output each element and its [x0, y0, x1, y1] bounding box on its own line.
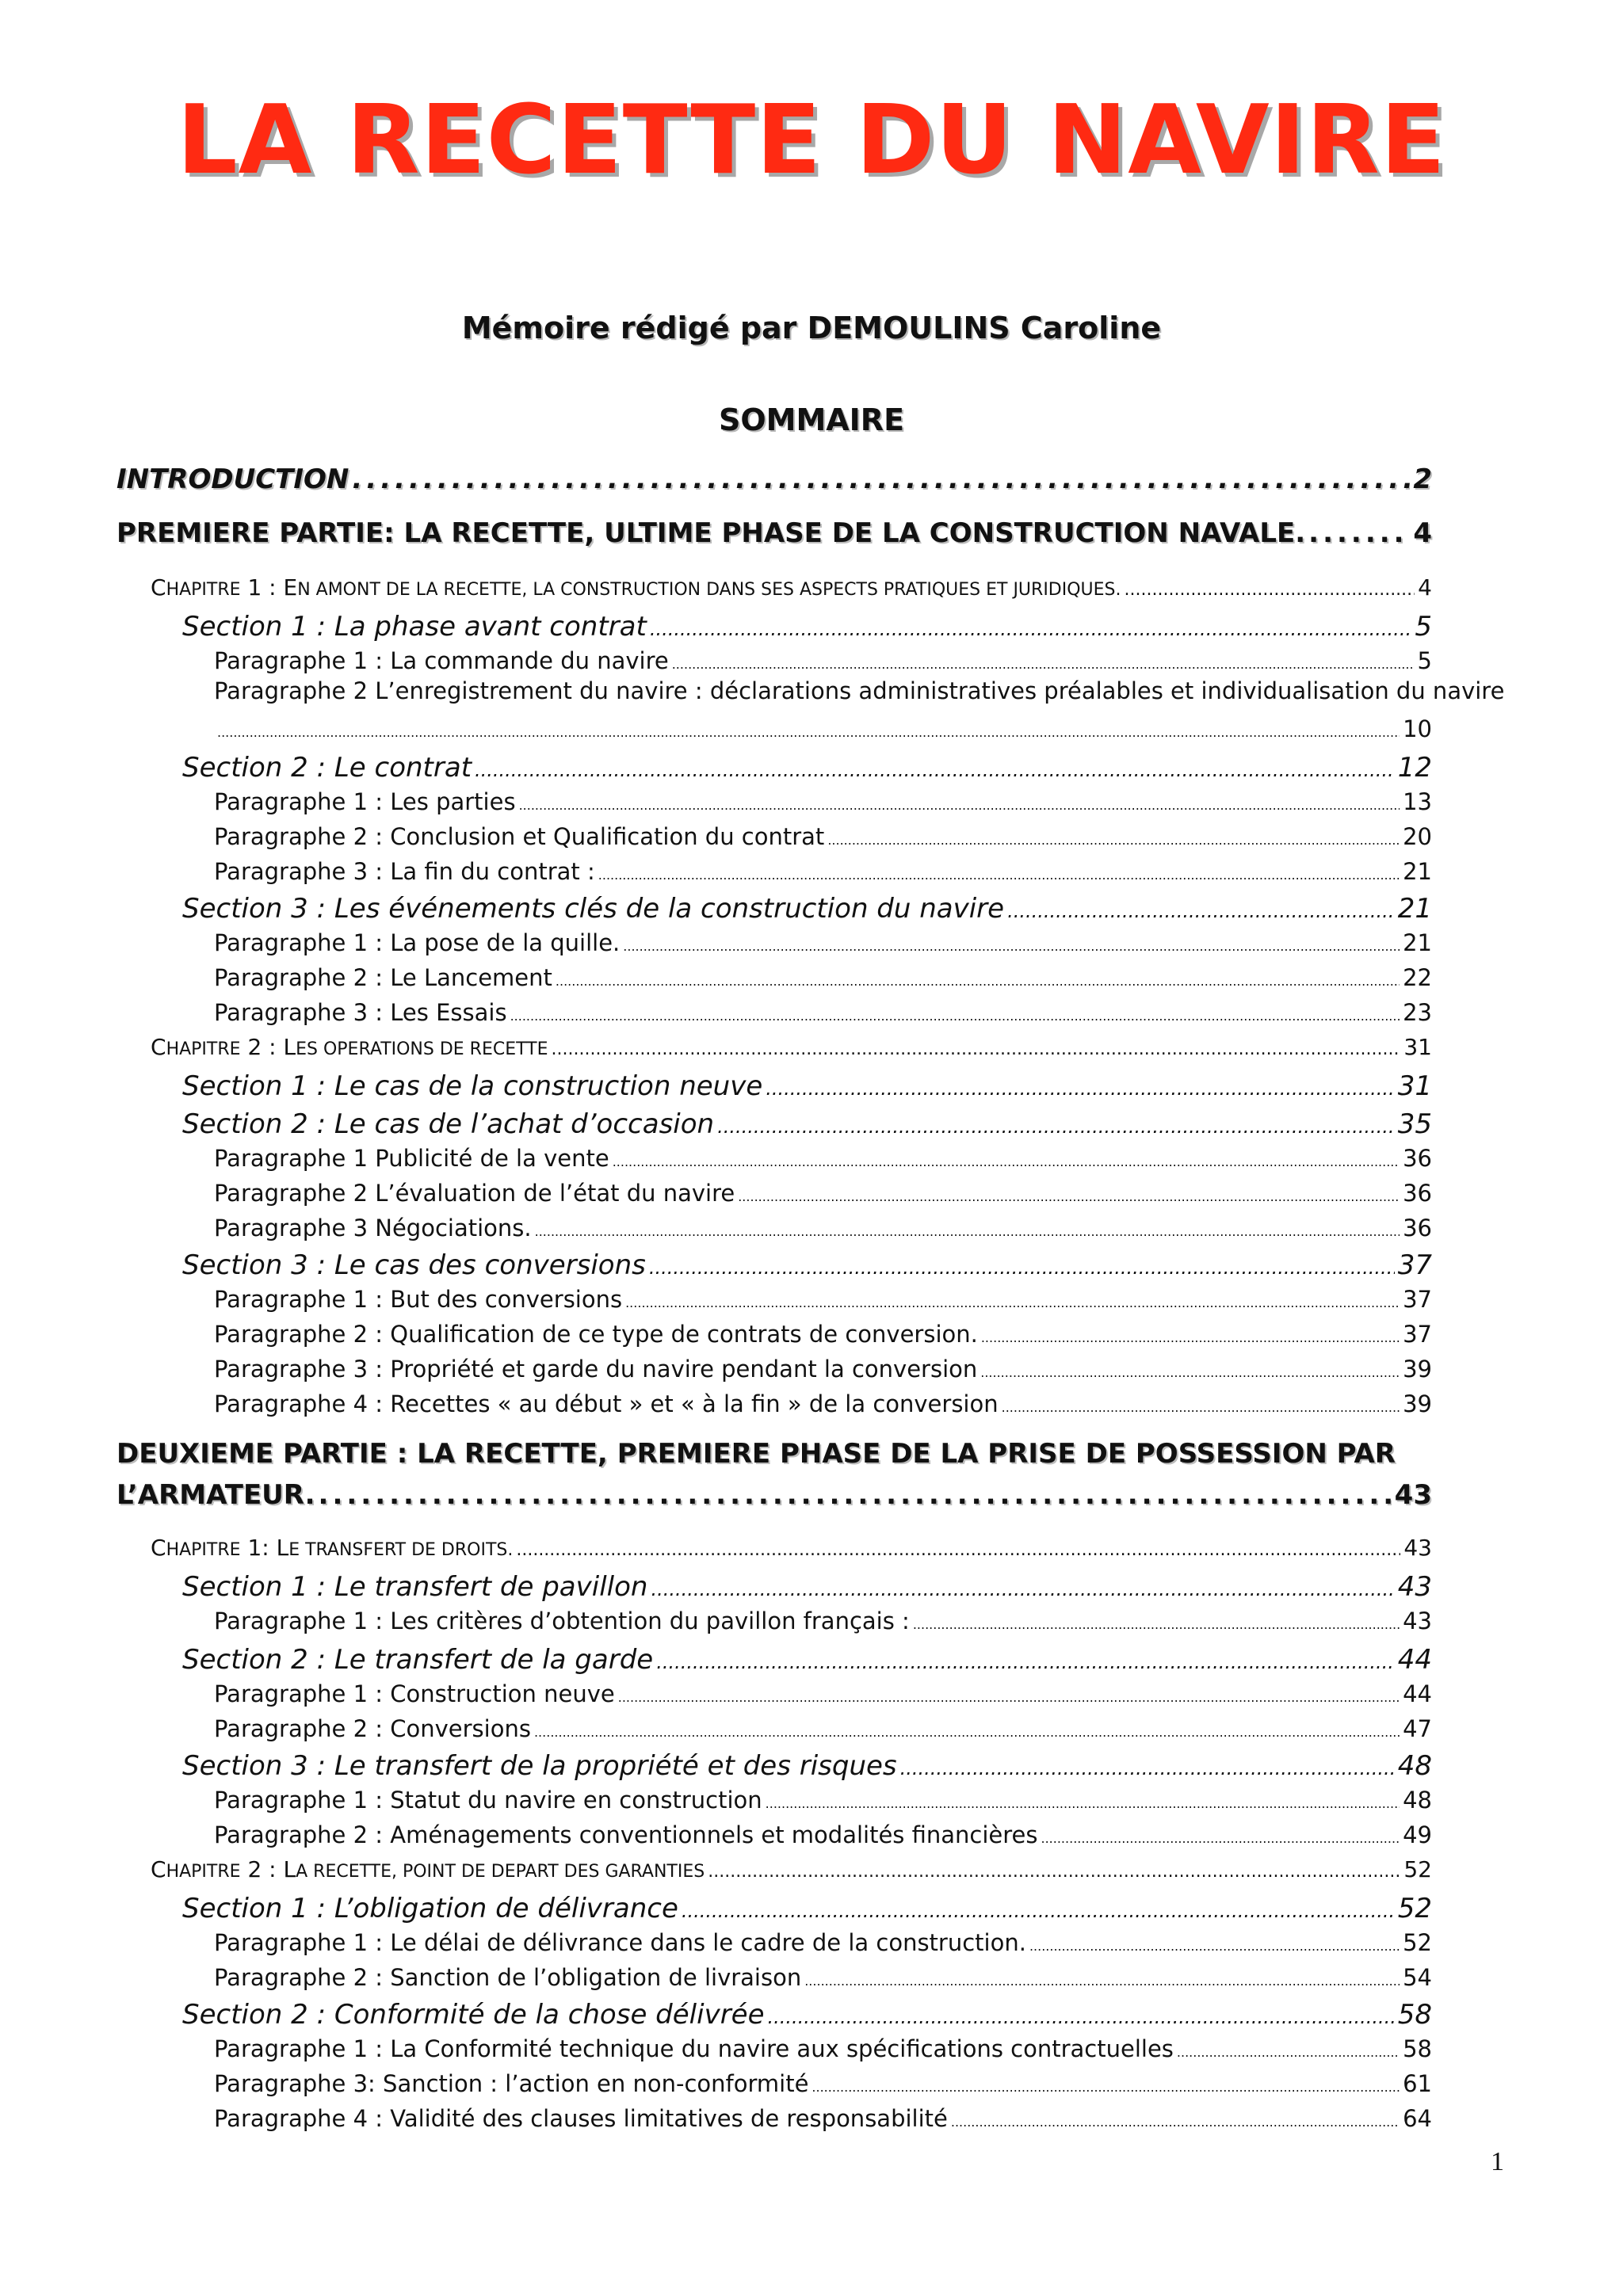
leader-dots	[623, 940, 1400, 953]
toc-entry-label: Paragraphe 3 : La fin du contrat :	[214, 858, 595, 885]
summary-heading: SOMMAIRE	[718, 402, 905, 437]
leader-dots	[981, 1332, 1400, 1344]
toc-page-number: 22	[1403, 964, 1432, 991]
toc-entry-label: Section 3 : Le cas des conversions	[182, 1249, 646, 1281]
toc-entry-paragraph[interactable]	[214, 647, 1432, 674]
toc-entry-paragraph[interactable]	[214, 1966, 1432, 1989]
leader-dots	[552, 1041, 1401, 1058]
toc-entry-label: Paragraphe 1 : But des conversions	[214, 1286, 623, 1313]
toc-entry-paragraph[interactable]	[214, 1323, 1432, 1346]
toc-page-number: 21	[1403, 929, 1432, 956]
toc-entry-introduction[interactable]	[116, 463, 1432, 495]
toc-entry-paragraph[interactable]	[214, 1715, 1432, 1742]
leader-dots	[951, 2116, 1400, 2129]
toc-page-number: 36	[1403, 1145, 1432, 1172]
page-number: 1	[1491, 2147, 1504, 2176]
toc-entry-label: Paragraphe 2 : Sanction de l’obligation de livraison	[214, 1964, 802, 1991]
toc-page-number: 52	[1403, 1929, 1432, 1956]
toc-page-number: 47	[1403, 1715, 1432, 1742]
toc-entry-paragraph[interactable]	[214, 860, 1432, 883]
toc-entry-label: CHAPITRE 2 : LES OPERATIONS DE RECETTE	[151, 1034, 548, 1060]
leader-dots	[217, 727, 1400, 739]
toc-entry-part-1[interactable]	[116, 517, 1432, 549]
toc-entry-paragraph[interactable]	[214, 1217, 1432, 1240]
toc-page-number: 4	[1418, 574, 1432, 601]
toc-entry-label: Paragraphe 2 : Conclusion et Qualification du contrat	[214, 823, 825, 850]
leader-dots	[1308, 520, 1410, 547]
toc-entry-label: Paragraphe 2 : Aménagements conventionnels et modalités financières	[214, 1821, 1038, 1848]
toc-entry-label: Paragraphe 2 : Conversions	[214, 1715, 531, 1742]
toc-entry-label: Paragraphe 3 Négociations.	[214, 1215, 532, 1241]
toc-entry-paragraph[interactable]	[214, 1182, 1432, 1205]
toc-entry-part-2-line-1[interactable]: DEUXIEME PARTIE : LA RECETTE, PREMIERE PHASE DE LA PRISE DE POSSESSION PAR	[116, 1438, 1396, 1470]
toc-entry-chapter[interactable]	[151, 1036, 1432, 1058]
toc-entry-label: Section 1 : L’obligation de délivrance	[182, 1893, 678, 1924]
toc-page-number: 21	[1403, 858, 1432, 885]
leader-dots	[812, 2081, 1400, 2094]
leader-dots	[475, 761, 1395, 780]
leader-dots	[682, 1901, 1395, 1920]
toc-entry-paragraph[interactable]	[214, 1610, 1432, 1633]
toc-page-number: 20	[1403, 823, 1432, 850]
toc-entry-section[interactable]	[182, 1644, 1432, 1676]
leader-dots	[352, 466, 1410, 493]
toc-entry-section[interactable]	[182, 1108, 1432, 1140]
toc-entry-label: Paragraphe 1 : La Conformité technique du navire aux spécifications contractuelles	[214, 2035, 1174, 2062]
toc-entry-section[interactable]	[182, 1750, 1432, 1782]
toc-entry-label: Paragraphe 1 : Statut du navire en construction	[214, 1787, 762, 1814]
toc-entry-paragraph[interactable]	[214, 1789, 1432, 1812]
toc-entry-label: Paragraphe 2 : Qualification de ce type de contrats de conversion.	[214, 1321, 978, 1348]
toc-entry-section[interactable]	[182, 1895, 1432, 1922]
leader-dots	[535, 1226, 1400, 1238]
leader-dots	[1177, 2046, 1400, 2059]
toc-entry-paragraph[interactable]	[214, 2070, 1432, 2097]
toc-entry-label: Paragraphe 3 : Les Essais	[214, 999, 507, 1026]
leader-dots	[717, 1117, 1395, 1136]
toc-entry-label: Section 2 : Le contrat	[182, 752, 472, 784]
toc-entry-label: Paragraphe 2 L’évaluation de l’état du navire	[214, 1180, 735, 1207]
toc-entry-label: CHAPITRE 1: LE TRANSFERT DE DROITS.	[151, 1535, 514, 1561]
leader-dots	[1002, 1402, 1400, 1414]
toc-entry-paragraph[interactable]	[214, 1147, 1432, 1170]
toc-page-number: 43	[1394, 1479, 1432, 1511]
toc-page-number: 52	[1403, 1856, 1432, 1882]
toc-entry-label: Paragraphe 1 : Construction neuve	[214, 1680, 615, 1707]
leader-dots	[613, 1156, 1400, 1169]
leader-dots	[649, 1258, 1395, 1277]
toc-entry-label: PREMIERE PARTIE: LA RECETTE, ULTIME PHASE DE LA CONSTRUCTION NAVALE.	[116, 517, 1306, 549]
toc-page-number: 48	[1397, 1750, 1432, 1782]
toc-page-number: 54	[1403, 1964, 1432, 1991]
toc-entry-paragraph[interactable]	[214, 929, 1432, 956]
toc-entry-paragraph[interactable]	[214, 1288, 1432, 1311]
toc-page-number: 52	[1397, 1893, 1432, 1924]
toc-entry-label: Paragraphe 4 : Validité des clauses limitatives de responsabilité	[214, 2105, 948, 2132]
toc-page-number: 37	[1397, 1249, 1432, 1281]
toc-page-number: 31	[1397, 1070, 1432, 1102]
toc-entry-label: Section 1 : Le transfert de pavillon	[182, 1571, 648, 1603]
toc-page-number: 43	[1403, 1608, 1432, 1634]
toc-entry-label: Paragraphe 1 : La commande du navire	[214, 647, 669, 674]
toc-entry-paragraph-continuation[interactable]	[214, 715, 1432, 742]
leader-dots	[1041, 1833, 1400, 1845]
leader-dots	[738, 1191, 1400, 1203]
toc-entry-label: Paragraphe 1 : Les critères d’obtention du pavillon français :	[214, 1608, 910, 1634]
leader-dots	[1125, 582, 1415, 599]
toc-page-number: 2	[1413, 463, 1432, 495]
toc-page-number: 43	[1403, 1535, 1432, 1561]
toc-entry-label: INTRODUCTION	[116, 463, 349, 495]
toc-entry-section[interactable]	[182, 893, 1432, 925]
toc-page-number: 5	[1415, 611, 1432, 643]
toc-page-number: 10	[1403, 715, 1432, 742]
toc-entry-label: Section 2 : Le transfert de la garde	[182, 1644, 654, 1676]
leader-dots	[804, 1975, 1400, 1988]
author-line: Mémoire rédigé par DEMOULINS Caroline	[461, 311, 1162, 345]
leader-dots	[672, 658, 1415, 671]
toc-entry-label: Section 1 : La phase avant contrat	[182, 611, 647, 643]
toc-page-number: 44	[1397, 1644, 1432, 1676]
toc-entry-section[interactable]	[182, 1070, 1432, 1102]
toc-entry-label: Section 2 : Le cas de l’achat d’occasion	[182, 1108, 715, 1140]
toc-entry-label: Section 1 : Le cas de la construction neuve	[182, 1070, 763, 1102]
toc-entry-section[interactable]	[182, 1999, 1432, 2031]
toc-page-number: 31	[1403, 1034, 1432, 1060]
leader-dots	[1007, 902, 1395, 921]
leader-dots	[516, 1542, 1400, 1559]
toc-page-number: 35	[1397, 1108, 1432, 1140]
leader-dots	[768, 2008, 1395, 2027]
toc-page-number: 48	[1403, 1787, 1432, 1814]
leader-dots	[556, 975, 1400, 988]
toc-page-number: 4	[1413, 517, 1432, 549]
toc-entry-paragraph-wrapped[interactable]: Paragraphe 2 L’enregistrement du navire : déclarations administratives préalables et individualisation du navire	[214, 677, 1505, 704]
leader-dots	[1029, 1940, 1400, 1953]
toc-entry-label: Paragraphe 2 : Le Lancement	[214, 964, 552, 991]
toc-entry-label: Section 3 : Le transfert de la propriété et des risques	[182, 1750, 897, 1782]
toc-page-number: 44	[1403, 1680, 1432, 1707]
toc-entry-paragraph[interactable]	[214, 823, 1432, 850]
leader-dots	[708, 1863, 1400, 1881]
toc-entry-paragraph[interactable]	[214, 1929, 1432, 1956]
toc-page-number: 39	[1403, 1390, 1432, 1417]
leader-dots	[650, 620, 1412, 639]
toc-page-number: 36	[1403, 1215, 1432, 1241]
toc-entry-paragraph[interactable]	[214, 1680, 1432, 1707]
toc-entry-label: Section 3 : Les événements clés de la construction du navire	[182, 893, 1005, 925]
toc-page-number: 23	[1403, 999, 1432, 1026]
leader-dots	[598, 869, 1400, 882]
toc-entry-label: Paragraphe 1 : La pose de la quille.	[214, 929, 621, 956]
document-title: LA RECETTE DU NAVIRE	[177, 86, 1446, 196]
toc-entry-chapter[interactable]	[151, 1856, 1432, 1882]
toc-entry-paragraph[interactable]	[214, 788, 1432, 815]
toc-entry-label: CHAPITRE 2 : LA RECETTE, POINT DE DEPART DES GARANTIES	[151, 1856, 705, 1882]
toc-entry-section[interactable]	[182, 1571, 1432, 1603]
leader-dots	[980, 1367, 1400, 1379]
toc-entry-label: Section 2 : Conformité de la chose délivrée	[182, 1999, 765, 2031]
toc-entry-section[interactable]	[182, 611, 1432, 643]
toc-entry-label: Paragraphe 1 Publicité de la vente	[214, 1145, 609, 1172]
toc-entry-chapter[interactable]	[151, 574, 1432, 601]
leader-dots	[766, 1798, 1400, 1810]
toc-entry-label: Paragraphe 1 : Le délai de délivrance dans le cadre de la construction.	[214, 1929, 1026, 1956]
toc-entry-paragraph[interactable]	[214, 1821, 1432, 1848]
toc-page-number: 37	[1403, 1286, 1432, 1313]
leader-dots	[510, 1010, 1400, 1023]
toc-entry-paragraph[interactable]	[214, 1390, 1432, 1417]
leader-dots	[656, 1653, 1395, 1672]
leader-dots	[625, 1297, 1400, 1310]
leader-dots	[519, 799, 1400, 812]
toc-entry-label: Paragraphe 3 : Propriété et garde du navire pendant la conversion	[214, 1356, 978, 1383]
toc-entry-label: Paragraphe 1 : Les parties	[214, 788, 516, 815]
toc-entry-label: Paragraphe 4 : Recettes « au début » et « à la fin » de la conversion	[214, 1390, 999, 1417]
leader-dots	[766, 1079, 1394, 1098]
toc-page-number: 13	[1403, 788, 1432, 815]
toc-page-number: 58	[1403, 2035, 1432, 2062]
toc-page-number: 49	[1403, 1821, 1432, 1848]
toc-page-number: 43	[1397, 1571, 1432, 1603]
toc-entry-label: CHAPITRE 1 : EN AMONT DE LA RECETTE, LA CONSTRUCTION DANS SES ASPECTS PRATIQUES ET JURIDIQUES.	[151, 574, 1121, 601]
toc-page-number: 64	[1403, 2105, 1432, 2132]
toc-entry-paragraph[interactable]	[214, 964, 1432, 991]
toc-entry-paragraph[interactable]	[214, 1001, 1432, 1024]
toc-entry-label: Paragraphe 3: Sanction : l’action en non-conformité	[214, 2070, 809, 2097]
leader-dots	[827, 834, 1400, 847]
toc-entry-paragraph[interactable]	[214, 1358, 1432, 1381]
toc-page-number: 39	[1403, 1356, 1432, 1383]
toc-page-number: 12	[1397, 752, 1432, 784]
toc-entry-chapter[interactable]	[151, 1537, 1432, 1559]
toc-entry-part-2[interactable]	[116, 1479, 1432, 1511]
leader-dots	[319, 1482, 1392, 1508]
leader-dots	[618, 1691, 1400, 1704]
toc-entry-section[interactable]	[182, 752, 1432, 784]
toc-entry-label: L’ARMATEUR.	[116, 1479, 315, 1511]
toc-page-number: 36	[1403, 1180, 1432, 1207]
toc-entry-paragraph[interactable]	[214, 2107, 1432, 2130]
leader-dots	[534, 1726, 1400, 1739]
leader-dots	[651, 1580, 1394, 1599]
leader-dots	[900, 1759, 1395, 1778]
leader-dots	[913, 1619, 1400, 1631]
toc-entry-paragraph[interactable]	[214, 2035, 1432, 2062]
toc-page-number: 58	[1397, 1999, 1432, 2031]
toc-page-number: 37	[1403, 1321, 1432, 1348]
toc-page-number: 5	[1417, 647, 1432, 674]
toc-page-number: 61	[1403, 2070, 1432, 2097]
toc-entry-section[interactable]	[182, 1249, 1432, 1281]
toc-page-number: 21	[1397, 893, 1432, 925]
